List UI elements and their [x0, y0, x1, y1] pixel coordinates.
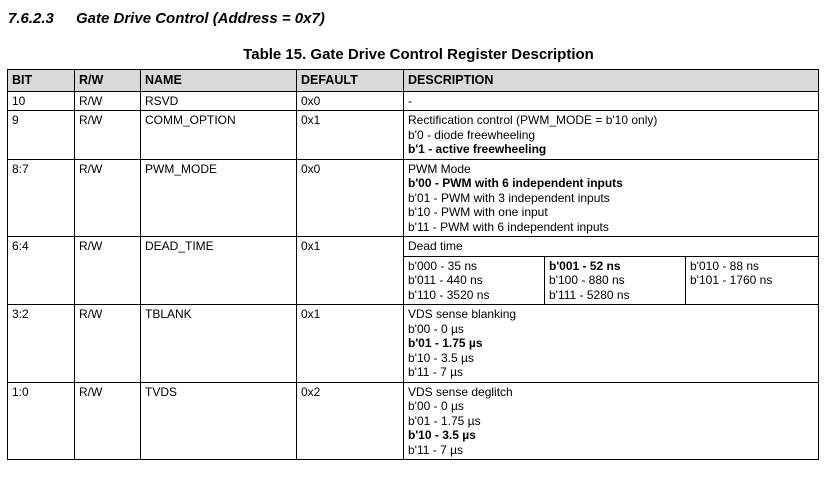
cell-bit: 6:4	[8, 237, 75, 305]
desc-line: b'10 - PWM with one input	[408, 205, 548, 219]
desc-line-default: b'01 - 1.75 µs	[408, 336, 483, 350]
table-row	[8, 91, 819, 111]
desc-line: b'10 - 3.5 µs	[408, 350, 474, 365]
cell-description-title: Dead time	[404, 237, 819, 257]
section-title: Gate Drive Control (Address = 0x7)	[76, 10, 325, 27]
desc-line: VDS sense blanking	[408, 307, 517, 321]
cell-default: 0x0	[297, 159, 404, 237]
cell-rw: R/W	[75, 237, 141, 305]
table-caption: Table 15. Gate Drive Control Register Description	[243, 46, 594, 63]
cell-name: COMM_OPTION	[141, 111, 297, 160]
desc-line-default: b'001 - 52 ns	[549, 258, 621, 273]
cell-default: 0x2	[297, 382, 404, 460]
cell-name: PWM_MODE	[141, 159, 297, 237]
cell-name: DEAD_TIME	[141, 237, 297, 305]
section-heading	[8, 10, 325, 27]
desc-line: b'0 - diode freewheeling	[408, 127, 536, 142]
desc-line: b'111 - 5280 ns	[549, 287, 630, 302]
cell-description	[404, 91, 819, 111]
cell-name: RSVD	[141, 91, 297, 111]
table-header-row	[8, 70, 819, 92]
cell-rw: R/W	[75, 382, 141, 460]
desc-line-default: b'1 - active freewheeling	[408, 142, 547, 156]
desc-line-default: b'00 - PWM with 6 independent inputs	[408, 176, 623, 190]
desc-line: b'00 - 0 µs	[408, 399, 464, 413]
cell-default: 0x0	[297, 91, 404, 111]
cell-rw: R/W	[75, 305, 141, 383]
desc-line: b'110 - 3520 ns	[408, 287, 490, 302]
cell-rw: R/W	[75, 111, 141, 160]
cell-default: 0x1	[297, 237, 404, 305]
desc-line: b'11 - 7 µs	[408, 365, 464, 379]
dead-time-col-1	[404, 256, 545, 305]
desc-line: Rectification control (PWM_MODE = b'10 only)	[408, 113, 658, 127]
table-row	[8, 159, 819, 237]
cell-bit: 1:0	[8, 382, 75, 460]
table-row	[8, 237, 819, 257]
cell-rw: R/W	[75, 91, 141, 111]
desc-line: b'01 - PWM with 3 independent inputs	[408, 190, 610, 205]
header-rw: R/W	[75, 70, 141, 92]
cell-name: TBLANK	[141, 305, 297, 383]
desc-line: VDS sense deglitch	[408, 384, 513, 399]
cell-default: 0x1	[297, 305, 404, 383]
desc-line: -	[408, 93, 412, 108]
cell-bit: 3:2	[8, 305, 75, 383]
cell-description	[404, 305, 819, 383]
header-default: DEFAULT	[297, 70, 404, 92]
cell-bit: 8:7	[8, 159, 75, 237]
desc-line: PWM Mode	[408, 161, 471, 176]
header-name: NAME	[141, 70, 297, 92]
cell-bit: 9	[8, 111, 75, 160]
cell-description	[404, 111, 819, 160]
table-row	[8, 111, 819, 160]
register-table	[7, 69, 819, 460]
desc-line: b'100 - 880 ns	[549, 273, 625, 287]
header-bit: BIT	[8, 70, 75, 92]
cell-rw: R/W	[75, 159, 141, 237]
desc-line: b'00 - 0 µs	[408, 321, 464, 336]
dead-time-col-3	[686, 256, 819, 305]
cell-name: TVDS	[141, 382, 297, 460]
section-number: 7.6.2.3	[8, 10, 54, 27]
desc-line: b'101 - 1760 ns	[690, 273, 773, 287]
desc-line: b'011 - 440 ns	[408, 273, 483, 287]
desc-line: b'01 - 1.75 µs	[408, 413, 481, 428]
desc-line: b'11 - PWM with 6 independent inputs	[408, 219, 609, 234]
desc-line: b'010 - 88 ns	[690, 258, 760, 273]
cell-default: 0x1	[297, 111, 404, 160]
table-row	[8, 382, 819, 460]
desc-line: b'000 - 35 ns	[408, 258, 478, 273]
dead-time-col-2	[545, 256, 686, 305]
table-row	[8, 305, 819, 383]
cell-bit: 10	[8, 91, 75, 111]
cell-description	[404, 382, 819, 460]
cell-description	[404, 159, 819, 237]
desc-line-default: b'10 - 3.5 µs	[408, 428, 476, 442]
header-description: DESCRIPTION	[404, 70, 819, 92]
desc-line: b'11 - 7 µs	[408, 442, 464, 457]
